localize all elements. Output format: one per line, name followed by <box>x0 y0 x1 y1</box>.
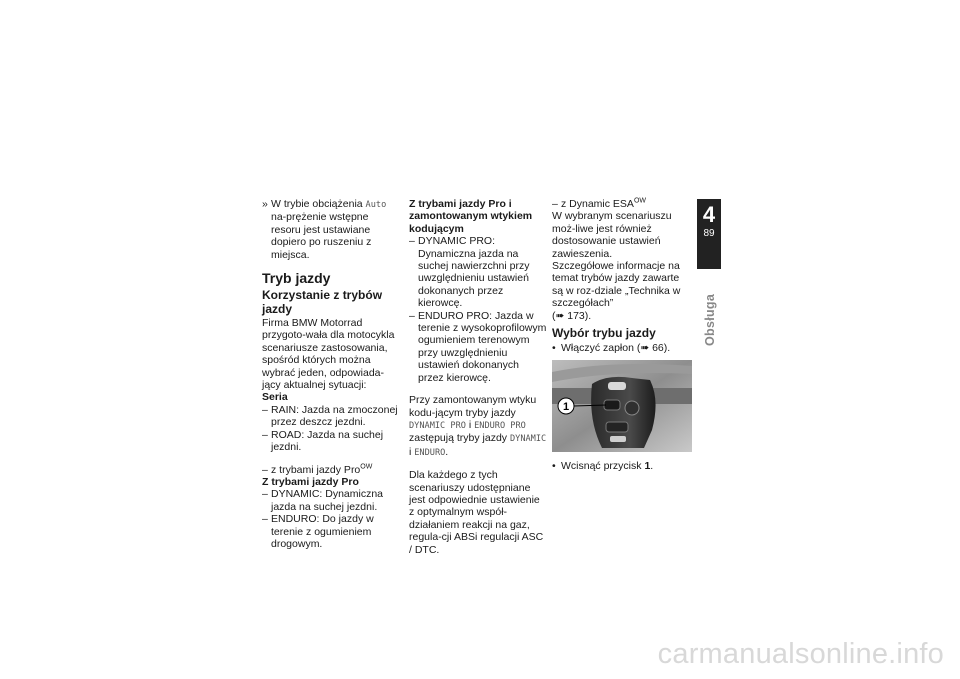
dash-mark: – <box>262 488 268 501</box>
intro-code: Auto <box>365 200 387 210</box>
intro-note <box>262 198 400 261</box>
section-subtitle: Korzystanie z trybów jazdy <box>262 288 383 316</box>
option-sup: OW <box>633 197 646 205</box>
dash-mark: – <box>262 428 268 441</box>
dash-mark: – <box>409 235 415 248</box>
bullet-mark: • <box>552 459 556 472</box>
section-label: Obsługa <box>703 293 717 346</box>
scenario-paragraph: Dla każdego z tych scenariuszy udostępniane jest odpowiednie ustawienie z optymalnym współ-działaniem reakcji na gaz, regula-cji ABSi regulacji ASC / DTC. <box>409 469 544 556</box>
option-esa: – z Dynamic $ESA^{OW}$ <box>552 197 646 210</box>
switch-button-lower <box>606 422 628 432</box>
column-1 <box>262 198 400 550</box>
dash-mark: – <box>552 198 558 210</box>
page-number: 89 <box>703 228 715 239</box>
pro-coding-heading: Z trybami jazdy Pro i zamontowanym wtykiem kodującym <box>409 198 533 235</box>
dash-mark: – <box>262 463 268 476</box>
switch-button-bottom <box>610 436 626 442</box>
page-ref-icon: ➠ <box>555 309 565 322</box>
step-item: • Włączyć zapłon (➠ 66). <box>552 341 671 354</box>
section-title: Tryb jazdy <box>262 270 331 287</box>
page-ref-icon: ➠ <box>640 341 650 354</box>
step-item: • Wcisnąć przycisk 1. <box>552 459 654 472</box>
esa-paragraph: W wybranym scenariuszu moż-liwe jest również dostosowanie ustawień zawieszenia. <box>552 210 672 260</box>
switch-button-round <box>625 401 639 415</box>
list-item: – RAIN: Jazda na zmoczonej przez deszcz jezdni. <box>262 403 398 429</box>
intro-paragraph: Firma BMW Motorrad przygoto-wała dla motocykla scenariusze zastosowania, spośród których można wybrać jeden, odpowiada-jący aktualnej sytuacji: <box>262 317 395 392</box>
dash-mark: – <box>262 403 268 416</box>
coding-paragraph: Przy zamontowanym wtyku kodu-jącym tryby jazdy DYNAMIC PRO i ENDURO PRO zastępują tryby jazdy DYNAMIC i ENDURO. <box>409 394 547 458</box>
dash-mark: – <box>262 513 268 526</box>
page-ref: 66 <box>652 341 664 354</box>
dash-mark: – <box>409 309 415 322</box>
chapter-tab <box>697 199 721 269</box>
seria-label: Seria <box>262 391 288 404</box>
option-sup: OW <box>360 463 373 470</box>
list-item: – DYNAMIC: Dynamiczna jazda na suchej jezdni. <box>262 488 384 513</box>
button-ref: 1 <box>644 459 651 472</box>
column-2 <box>409 198 547 556</box>
list-item: – ROAD: Jazda na suchej jezdni. <box>262 428 384 454</box>
note-mark: » <box>262 198 268 210</box>
chapter-number: 4 <box>702 202 716 227</box>
page-ref: 173 <box>567 309 585 322</box>
intro-text-a: W trybie obciążenia <box>271 198 366 210</box>
mode-code: ENDURO <box>414 447 446 458</box>
intro-text-b: na-prężenie wstępne resoru jest ustawiane dopiero po ruszeniu z miejsca. <box>271 211 372 261</box>
list-item: – ENDURO: Do jazdy w terenie z ogumieniem drogowym. <box>262 513 374 550</box>
list-item: – DYNAMIC PRO: Dynamiczna jazda na suchej nawierzchni przy uwzględnieniu ustawień dokonanych przez kierowcę. <box>409 235 530 310</box>
pro-label: Z trybami jazdy Pro <box>262 475 359 488</box>
mode-code: DYNAMIC PRO <box>409 420 466 431</box>
column-3 <box>552 198 692 472</box>
watermark: carmanualsonline.info <box>657 638 944 670</box>
option-pro: – z trybami jazdy Pro$^{OW}$ <box>262 463 373 476</box>
switch-button-mode <box>604 400 620 410</box>
bullet-mark: • <box>552 341 556 354</box>
mode-select-heading: Wybór trybu jazdy <box>552 326 656 341</box>
mode-code: DYNAMIC <box>509 434 547 445</box>
mode-code: ENDURO PRO <box>474 420 526 431</box>
switch-button-top <box>608 382 626 390</box>
callout-label: 1 <box>562 400 570 413</box>
handlebar-switch-photo <box>552 360 692 452</box>
list-item: – ENDURO PRO: Jazda w terenie z wysokoprofilowym ogumieniem terenowym przy uwzględnieniu ustawień dokonanych przez kierowcę. <box>409 309 547 384</box>
details-paragraph: Szczegółowe informacje na temat trybów jazdy zawarte są w roz-dziale „Technika w szczegółach” (➠ 173). <box>552 260 681 322</box>
